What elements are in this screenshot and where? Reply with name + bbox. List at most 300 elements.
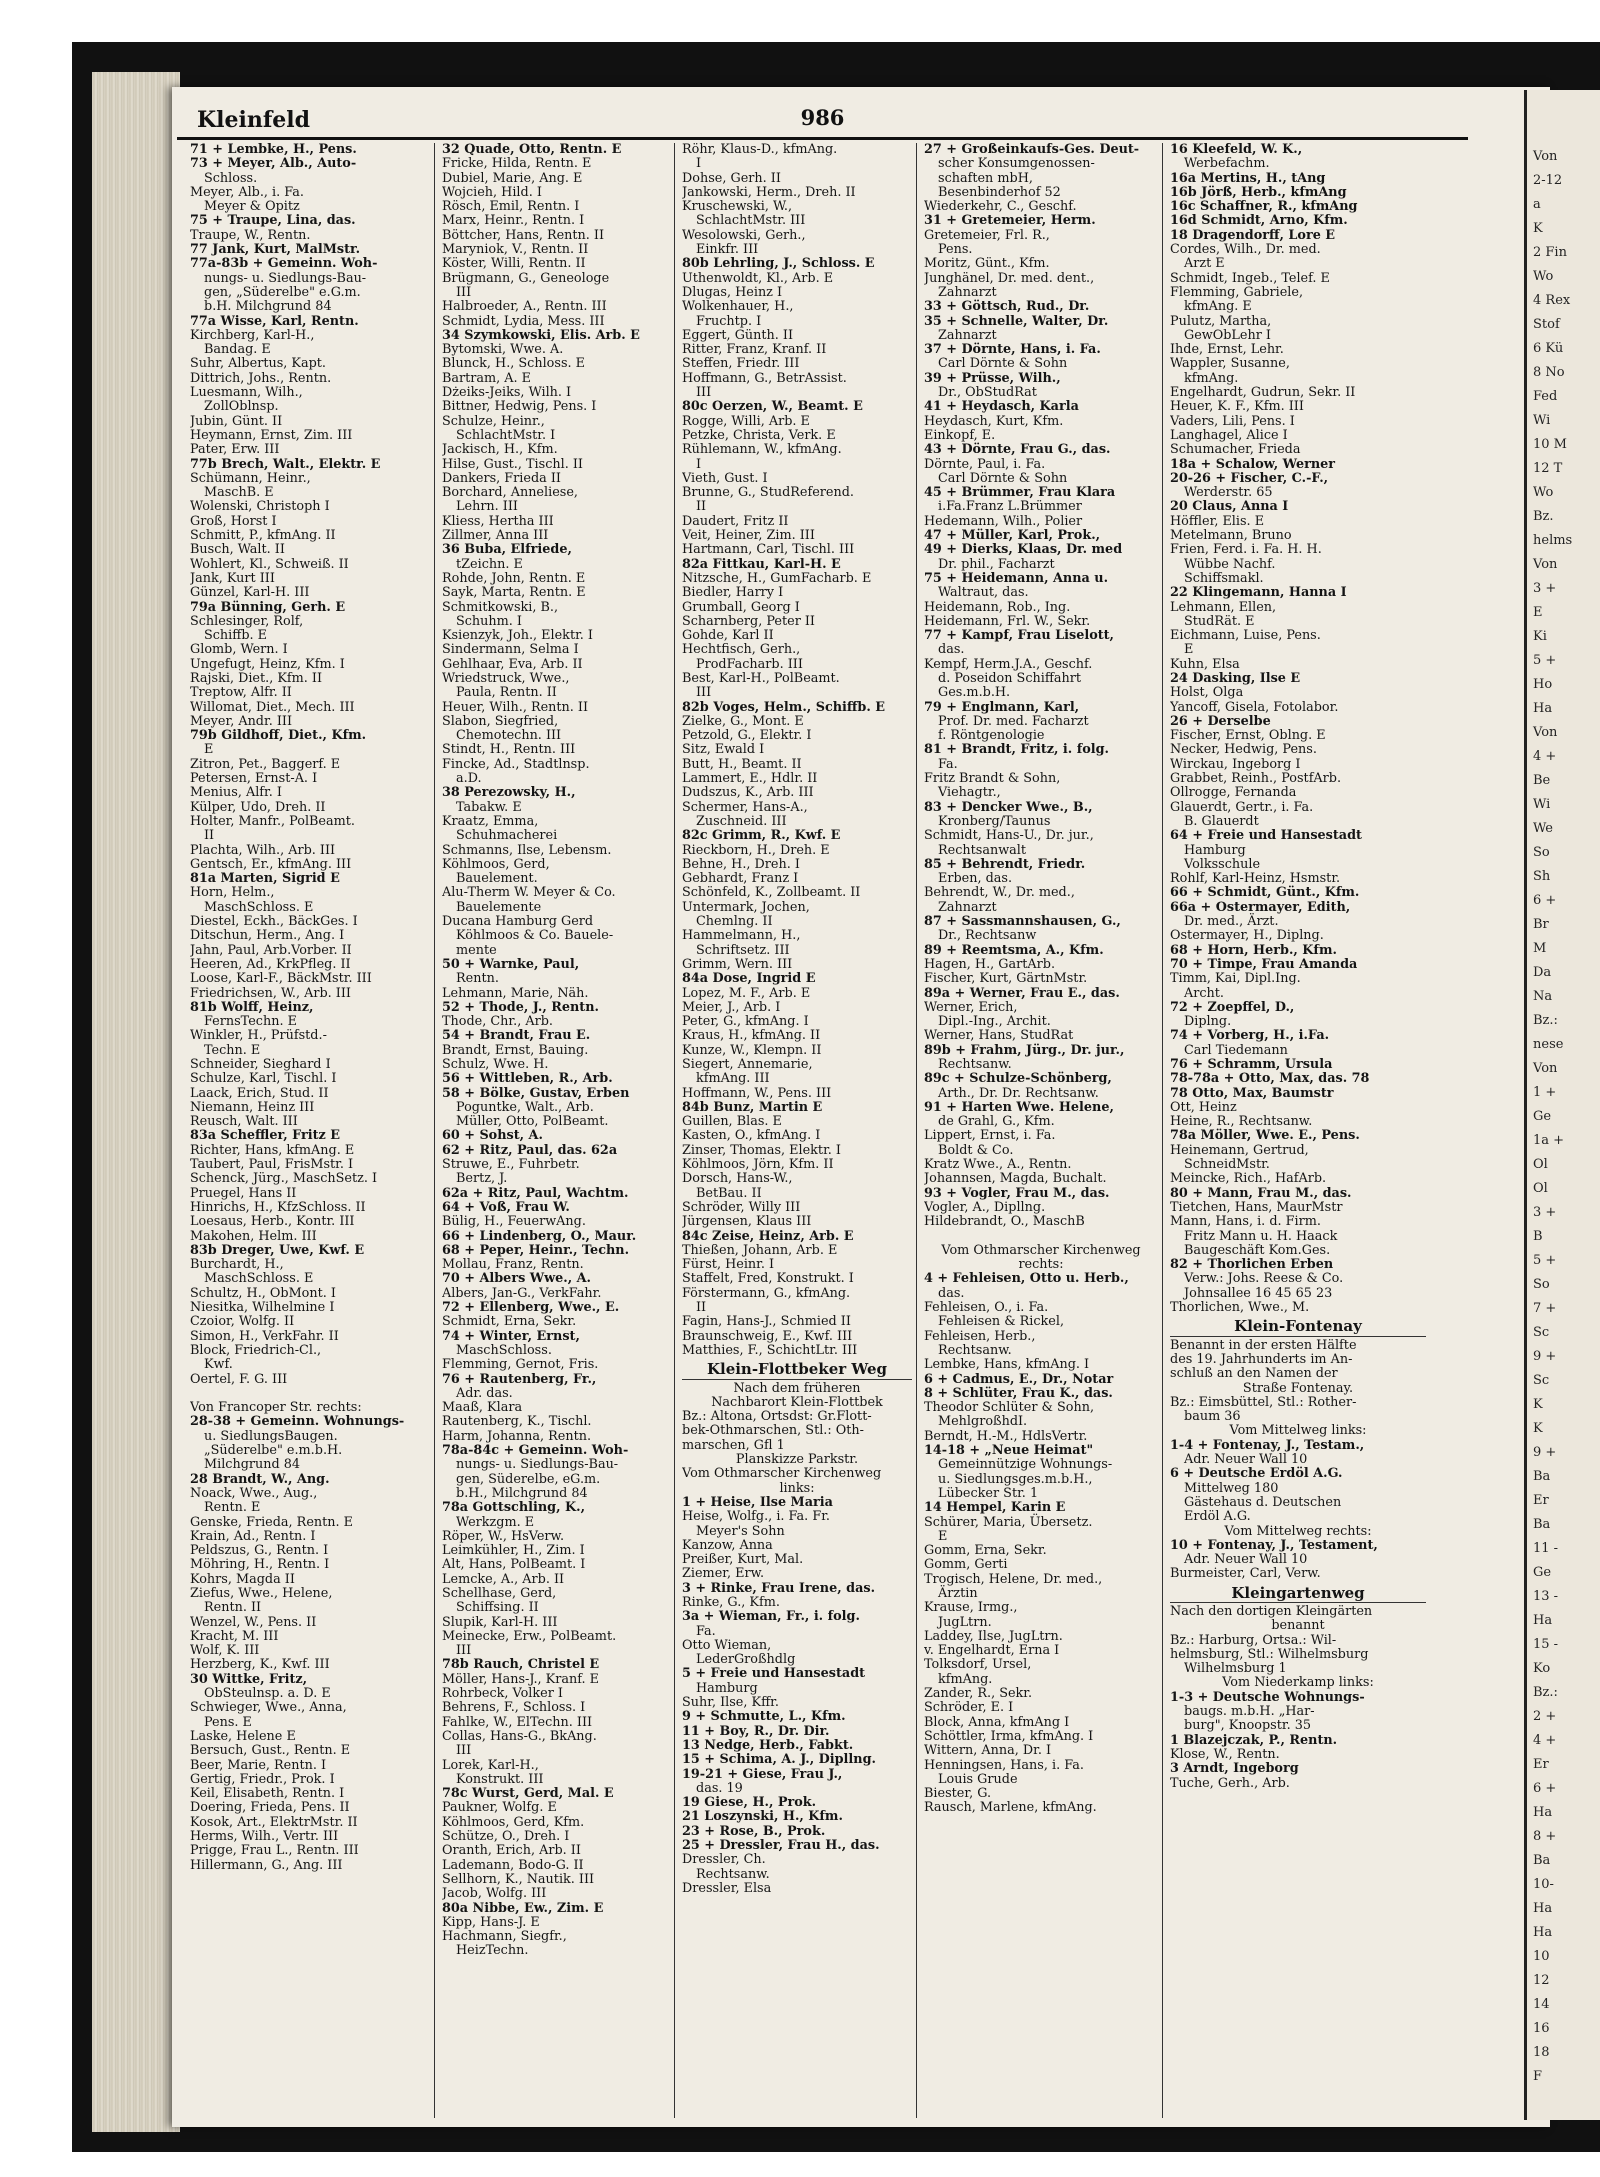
directory-entry: Hildebrandt, O., MaschB <box>924 1214 1085 1230</box>
directory-entry: Collas, Hans-G., BkAng. <box>442 1728 597 1744</box>
directory-entry: ObSteulnsp. a. D. E <box>204 1686 331 1702</box>
column-5 <box>1170 143 1426 2118</box>
adjacent-page-fragment: Ha <box>1533 1925 1553 1940</box>
directory-entry: Heise, Wolfg., i. Fa. Fr. <box>682 1509 830 1525</box>
directory-entry: Wittern, Anna, Dr. I <box>924 1743 1052 1759</box>
directory-entry: Diplng. <box>1184 1014 1232 1030</box>
directory-entry: 66 + Lindenberg, O., Maur. <box>442 1228 637 1244</box>
directory-entry: Cordes, Wilh., Dr. med. <box>1170 242 1321 258</box>
directory-entry: Müller, Otto, PolBeamt. <box>456 1114 609 1130</box>
directory-entry: Gehlhaar, Eva, Arb. II <box>442 656 583 672</box>
directory-entry: b.H. Milchgrund 84 <box>204 299 332 315</box>
directory-entry: Metelmann, Bruno <box>1170 528 1292 544</box>
directory-entry: Keil, Elisabeth, Rentn. I <box>190 1786 345 1802</box>
directory-entry: Oranth, Erich, Arb. II <box>442 1843 581 1859</box>
directory-entry: Gentsch, Er., kfmAng. III <box>190 856 352 872</box>
directory-entry: 37 + Dörnte, Hans, i. Fa. <box>924 342 1101 358</box>
directory-entry: 60 + Sohst, A. <box>442 1128 543 1144</box>
directory-entry: Schulz, Wwe. H. <box>442 1057 549 1072</box>
directory-entry: Kraatz, Emma, <box>442 813 539 829</box>
directory-entry: Fahlke, W., ElTechn. III <box>442 1714 593 1730</box>
directory-entry: Hinrichs, H., KfzSchloss. II <box>190 1199 366 1215</box>
directory-entry: 24 Dasking, Ilse E <box>1170 670 1301 686</box>
directory-entry: Kohrs, Magda II <box>190 1571 295 1587</box>
directory-entry: Lehmann, Marie, Näh. <box>442 985 589 1001</box>
directory-entry: Sayk, Marta, Rentn. E <box>442 585 586 601</box>
directory-entry: Schneider, Sieghard I <box>190 1057 331 1072</box>
directory-entry: 64 + Voß, Frau W. <box>442 1199 570 1215</box>
adjacent-page-fragment: Ge <box>1533 1109 1552 1124</box>
directory-entry: Ott, Heinz <box>1170 1099 1237 1115</box>
directory-entry: Vom Niederkamp links: <box>1222 1675 1374 1691</box>
adjacent-page-fragment: K <box>1533 1397 1543 1412</box>
directory-entry: Vaders, Lili, Pens. I <box>1170 413 1295 429</box>
adjacent-page-fragment: Von <box>1533 1061 1558 1076</box>
adjacent-page-fragment: Von <box>1533 725 1558 740</box>
directory-entry: Straße Fontenay. <box>1242 1380 1354 1396</box>
directory-entry: ProdFacharb. III <box>696 656 803 672</box>
directory-entry: Simon, H., VerkFahr. II <box>190 1328 339 1344</box>
directory-entry: 16d Schmidt, Arno, Kfm. <box>1170 213 1348 229</box>
directory-entry: Nitzsche, H., GumFacharb. E <box>682 570 872 586</box>
directory-entry: 54 + Brandt, Frau E. <box>442 1028 591 1044</box>
directory-entry: Carl Dörnte & Sohn <box>938 470 1068 486</box>
directory-entry: Fritz Mann u. H. Haack <box>1184 1228 1338 1244</box>
directory-entry: Schiffsing. II <box>456 1600 539 1616</box>
directory-entry: Kirchberg, Karl-H., <box>190 327 315 343</box>
directory-entry: Lehrn. III <box>456 499 518 515</box>
directory-entry: StudRät. E <box>1184 613 1255 629</box>
directory-entry: BetBau. II <box>696 1185 762 1201</box>
directory-entry: 79b Gildhoff, Diet., Kfm. <box>190 728 367 744</box>
directory-entry <box>190 1387 430 1401</box>
directory-entry: Burchardt, H., <box>190 1257 284 1273</box>
directory-entry: 71 + Lembke, H., Pens. <box>190 143 357 157</box>
directory-entry: Fagin, Hans-J., Schmied II <box>682 1314 851 1330</box>
directory-entry: Bersuch, Gust., Rentn. E <box>190 1743 351 1759</box>
directory-entry: Möhring, H., Rentn. I <box>190 1557 330 1573</box>
directory-entry: Gebhardt, Franz I <box>682 871 799 887</box>
directory-entry: „Süderelbe" e.m.b.H. <box>204 1443 343 1459</box>
directory-entry: Treptow, Alfr. II <box>190 685 292 701</box>
directory-entry: Ostermayer, H., Diplng. <box>1170 928 1324 944</box>
directory-entry: Jahn, Paul, Arb.Vorber. II <box>190 942 352 958</box>
adjacent-page-fragment: 1 + <box>1533 1085 1557 1100</box>
directory-entry: Dr., ObStudRat <box>938 385 1037 401</box>
directory-entry: Zillmer, Anna III <box>442 528 549 544</box>
directory-entry: II <box>696 499 707 515</box>
directory-entry: Zinser, Thomas, Elektr. I <box>682 1142 841 1158</box>
directory-entry: Jürgensen, Klaus III <box>682 1214 812 1230</box>
directory-entry: Röhr, Klaus-D., kfmAng. <box>682 143 838 157</box>
directory-entry: d. Poseidon Schiffahrt <box>938 670 1082 686</box>
directory-entry: gen, „Süderelbe" e.G.m. <box>204 284 361 300</box>
adjacent-page-fragment: Von <box>1533 149 1558 164</box>
directory-entry: Fehleisen, O., i. Fa. <box>924 1300 1049 1316</box>
directory-entry: 83a Scheffler, Fritz E <box>190 1128 341 1144</box>
directory-entry: I <box>696 156 702 172</box>
directory-entry: 36 Buba, Elfriede, <box>442 542 572 558</box>
directory-entry: Bauelement. <box>456 871 538 887</box>
directory-entry: Biester, G. <box>924 1786 992 1802</box>
directory-entry: 75 + Heidemann, Anna u. <box>924 570 1109 586</box>
adjacent-page-fragment: Ol <box>1533 1157 1548 1172</box>
directory-entry: Meier, J., Arb. I <box>682 999 781 1015</box>
directory-entry: 35 + Schnelle, Walter, Dr. <box>924 313 1109 329</box>
directory-entry: 76 + Rautenberg, Fr., <box>442 1371 597 1387</box>
page-edge-stack <box>92 72 180 2132</box>
directory-entry: Grabbet, Reinh., PostfArb. <box>1170 771 1342 787</box>
directory-entry: baum 36 <box>1184 1409 1241 1425</box>
directory-entry: Ritter, Franz, Kranf. II <box>682 342 827 358</box>
directory-entry: Von Francoper Str. rechts: <box>190 1400 362 1416</box>
directory-entry: LederGroßhdlg <box>696 1652 796 1668</box>
column-1 <box>190 143 430 2118</box>
directory-entry: 16a Mertins, H., tAng <box>1170 170 1326 186</box>
directory-entry: 39 + Prüsse, Wilh., <box>924 370 1061 386</box>
directory-entry: 10 + Fontenay, J., Testament, <box>1170 1537 1378 1553</box>
directory-entry: I <box>696 456 702 472</box>
directory-entry: Lopez, M. F., Arb. E <box>682 985 811 1001</box>
directory-entry: 28 Brandt, W., Ang. <box>190 1471 330 1487</box>
directory-entry: 74 + Vorberg, H., i.Fa. <box>1170 1028 1330 1044</box>
directory-entry: Langhagel, Alice I <box>1170 427 1288 443</box>
directory-entry: Besenbinderhof 52 <box>938 184 1061 200</box>
directory-entry: Wriedstruck, Wwe., <box>442 670 570 686</box>
directory-entry: 70 + Albers Wwe., A. <box>442 1271 592 1287</box>
directory-entry: Meyer, Andr. III <box>190 713 293 729</box>
directory-entry: Holter, Manfr., PolBeamt. <box>190 813 355 829</box>
directory-entry: Bülig, H., FeuerwAng. <box>442 1214 586 1230</box>
adjacent-page-fragment: 6 + <box>1533 893 1557 908</box>
directory-entry: Rohrbeck, Volker I <box>442 1686 563 1702</box>
directory-entry: Brandt, Ernst, Bauing. <box>442 1042 589 1058</box>
adjacent-page-fragment: 6 Kü <box>1533 341 1564 356</box>
directory-entry: Ollrogge, Fernanda <box>1170 785 1297 801</box>
directory-entry: Dohse, Gerh. II <box>682 170 781 186</box>
directory-entry: 64 + Freie und Hansestadt <box>1170 828 1362 844</box>
adjacent-page-fragment: 8 + <box>1533 1829 1557 1844</box>
adjacent-page-fragment: Ha <box>1533 1613 1553 1628</box>
directory-entry: 80c Oerzen, W., Beamt. E <box>682 399 863 415</box>
directory-entry: Flemming, Gabriele, <box>1170 284 1304 300</box>
adjacent-page-fragment: Bz. <box>1533 509 1554 524</box>
directory-entry: Höffler, Elis. E <box>1170 513 1265 529</box>
directory-entry: Köster, Willi, Rentn. II <box>442 256 586 272</box>
directory-entry: Harm, Johanna, Rentn. <box>442 1428 592 1444</box>
directory-entry: Rösch, Emil, Rentn. I <box>442 199 580 215</box>
directory-entry: Schmidt, Hans-U., Dr. jur., <box>924 828 1094 844</box>
directory-entry: Wappler, Susanne, <box>1170 356 1290 372</box>
directory-entry: Tolksdorf, Ursel, <box>924 1657 1032 1673</box>
directory-entry: Tuche, Gerh., Arb. <box>1170 1775 1290 1791</box>
directory-entry: Best, Karl-H., PolBeamt. <box>682 670 840 686</box>
adjacent-page-fragment: 3 + <box>1533 581 1557 596</box>
directory-entry: 77a-83b + Gemeinn. Woh- <box>190 256 378 272</box>
directory-entry: 58 + Bölke, Gustav, Erben <box>442 1085 630 1101</box>
directory-entry: Nachbarort Klein-Flottbek <box>711 1394 883 1410</box>
directory-entry: Böttcher, Hans, Rentn. II <box>442 227 605 243</box>
directory-entry: Genske, Frieda, Rentn. E <box>190 1514 353 1530</box>
directory-entry: 84b Bunz, Martin E <box>682 1099 823 1115</box>
adjacent-page-fragment: Be <box>1533 773 1551 788</box>
adjacent-page-fragment: Ko <box>1533 1661 1551 1676</box>
directory-entry: Friedrichsen, W., Arb. III <box>190 985 351 1001</box>
directory-entry: Gomm, Erna, Sekr. <box>924 1543 1047 1559</box>
scan-background <box>72 42 1600 2152</box>
directory-entry: Vom Mittelweg rechts: <box>1224 1523 1372 1539</box>
directory-entry: 78 Otto, Max, Baumstr <box>1170 1085 1334 1101</box>
directory-entry: Klose, W., Rentn. <box>1170 1746 1280 1762</box>
directory-entry: Köhlmoos, Gerd, <box>442 856 550 872</box>
directory-entry: Vieth, Gust. I <box>682 470 768 486</box>
directory-entry: Lorek, Karl-H., <box>442 1757 539 1773</box>
directory-entry: Lübecker Str. 1 <box>938 1485 1039 1501</box>
directory-entry: Dressler, Elsa <box>682 1880 772 1896</box>
directory-entry: Viehagtr., <box>938 785 1001 801</box>
street-heading: Kleingartenweg <box>1170 1586 1426 1603</box>
directory-entry: Dankers, Frieda II <box>442 470 561 486</box>
directory-entry: Schlesinger, Rolf, <box>190 613 304 629</box>
directory-entry: Röper, W., HsVerw. <box>442 1528 565 1544</box>
directory-entry: Fehleisen, Herb., <box>924 1328 1036 1344</box>
directory-entry: 89b + Frahm, Jürg., Dr. jur., <box>924 1042 1125 1058</box>
directory-entry: Meinecke, Erw., PolBeamt. <box>442 1628 617 1644</box>
directory-entry: baugs. m.b.H. „Har- <box>1184 1704 1315 1720</box>
directory-entry: Veit, Heiner, Zim. III <box>682 528 815 544</box>
directory-entry: i.Fa.Franz L.Brümmer <box>938 499 1082 515</box>
directory-entry: Zahnarzt <box>938 327 997 343</box>
directory-entry: 1 Blazejczak, P., Rentn. <box>1170 1732 1338 1748</box>
directory-entry: 34 Szymkowski, Elis. Arb. E <box>442 327 640 343</box>
directory-entry: Schenck, Jürg., MaschSetz. I <box>190 1171 378 1187</box>
directory-entry: Hechtfisch, Gerh., <box>682 642 801 658</box>
street-heading: Klein-Fontenay <box>1170 1319 1426 1336</box>
directory-entry: Schütze, O., Dreh. I <box>442 1829 570 1845</box>
adjacent-page-fragment: 5 + <box>1533 1253 1557 1268</box>
directory-entry: 43 + Dörnte, Frau G., das. <box>924 442 1111 458</box>
directory-entry: Förstermann, G., kfmAng. <box>682 1285 851 1301</box>
directory-entry: Schmidt, Lydia, Mess. III <box>442 313 605 329</box>
directory-entry: 62a + Ritz, Paul, Wachtm. <box>442 1185 629 1201</box>
directory-entry: SchlachtMstr. III <box>696 213 806 229</box>
directory-entry: Laske, Helene E <box>190 1728 296 1744</box>
directory-entry: III <box>456 1743 472 1759</box>
directory-entry: Dudszus, K., Arb. III <box>682 785 814 801</box>
directory-entry: Fincke, Ad., Stadtlnsp. <box>442 756 590 772</box>
directory-entry: Werbefachm. <box>1184 156 1270 172</box>
directory-entry: 81a Marten, Sigrid E <box>190 871 340 887</box>
directory-entry: Kruschewski, W., <box>682 199 793 215</box>
directory-entry: 3 Arndt, Ingeborg <box>1170 1761 1299 1777</box>
adjacent-page-fragment: M <box>1533 941 1547 956</box>
directory-entry: 80b Lehrling, J., Schloss. E <box>682 256 875 272</box>
directory-entry: Preißer, Kurt, Mal. <box>682 1552 804 1568</box>
directory-entry: Schmidt, Ingeb., Telef. E <box>1170 270 1330 286</box>
directory-entry: 22 Klingemann, Hanna I <box>1170 585 1347 601</box>
directory-entry: Milchgrund 84 <box>204 1457 301 1473</box>
directory-entry: Gohde, Karl II <box>682 628 774 644</box>
directory-entry: 89c + Schulze-Schönberg, <box>924 1071 1112 1087</box>
directory-entry: Adr. Neuer Wall 10 <box>1184 1452 1308 1468</box>
directory-entry: Taubert, Paul, FrisMstr. I <box>190 1157 354 1173</box>
directory-entry: Meyer's Sohn <box>696 1523 785 1539</box>
directory-entry: Jubin, Günt. II <box>190 413 283 429</box>
directory-entry: 84c Zeise, Heinz, Arb. E <box>682 1228 854 1244</box>
directory-entry: schluß an den Namen der <box>1170 1366 1338 1382</box>
directory-entry: Möller, Hans-J., Kranf. E <box>442 1671 599 1687</box>
directory-entry: Heuer, K. F., Kfm. III <box>1170 399 1304 415</box>
directory-entry: Reusch, Walt. III <box>190 1114 298 1130</box>
adjacent-page-fragment: 18 <box>1533 2045 1550 2060</box>
directory-entry: 80a Nibbe, Ew., Zim. E <box>442 1900 604 1916</box>
directory-entry: Köhlmoos & Co. Bauele- <box>456 928 614 944</box>
directory-entry: 83 + Dencker Wwe., B., <box>924 799 1093 815</box>
directory-entry: Sellhorn, K., Nautik. III <box>442 1871 595 1887</box>
directory-entry: B. Glauerdt <box>1184 813 1259 829</box>
directory-entry: 18a + Schalow, Werner <box>1170 456 1336 472</box>
directory-entry: Jacob, Wolfg. III <box>442 1886 547 1902</box>
directory-entry: Lademann, Bodo-G. II <box>442 1857 584 1873</box>
directory-entry: 28-38 + Gemeinn. Wohnungs- <box>190 1414 405 1430</box>
directory-entry: Schümann, Heinr., <box>190 470 311 486</box>
directory-entry: Adr. Neuer Wall 10 <box>1184 1552 1308 1568</box>
directory-entry: Peter, G., kfmAng. I <box>682 1014 809 1030</box>
directory-entry: III <box>456 284 472 300</box>
adjacent-page-fragment: Bz.: <box>1533 1013 1558 1028</box>
directory-entry: Trogisch, Helene, Dr. med., <box>924 1571 1103 1587</box>
directory-entry: Richter, Hans, kfmAng. E <box>190 1142 355 1158</box>
directory-entry: Fischer, Kurt, GärtnMstr. <box>924 971 1088 987</box>
directory-entry: Konstrukt. III <box>456 1771 544 1787</box>
directory-entry: 77b Brech, Walt., Elektr. E <box>190 456 381 472</box>
directory-entry: III <box>696 685 712 701</box>
directory-entry: Lehmann, Ellen, <box>1170 599 1277 615</box>
directory-entry: Tietchen, Hans, MaurMstr <box>1170 1199 1343 1215</box>
directory-entry: nungs- u. Siedlungs-Bau- <box>204 270 367 286</box>
directory-entry: Rohde, John, Rentn. E <box>442 570 586 586</box>
directory-entry: Schermer, Hans-A., <box>682 799 808 815</box>
directory-entry: Wenzel, W., Pens. II <box>190 1614 317 1630</box>
directory-entry: 76 + Schramm, Ursula <box>1170 1057 1333 1072</box>
directory-entry: 80 + Mann, Frau M., das. <box>1170 1185 1352 1201</box>
directory-entry: III <box>696 385 712 401</box>
directory-entry: HeizTechn. <box>456 1943 529 1959</box>
directory-entry: das. <box>938 1285 965 1301</box>
directory-entry: Wolf, K. III <box>190 1643 260 1659</box>
directory-entry: Meyer, Alb., i. Fa. <box>190 184 304 200</box>
directory-entry: Wesolowski, Gerh., <box>682 227 806 243</box>
adjacent-page-fragment: 9 + <box>1533 1349 1557 1364</box>
adjacent-page-fragment: 15 - <box>1533 1637 1559 1652</box>
directory-entry: Pater, Erw. III <box>190 442 280 458</box>
directory-entry: 68 + Horn, Herb., Kfm. <box>1170 942 1337 958</box>
directory-entry: 78a Gottschling, K., <box>442 1500 586 1516</box>
directory-entry: Behrens, F., Schloss. I <box>442 1700 586 1716</box>
directory-entry: marschen, Gfl 1 <box>682 1437 785 1453</box>
directory-entry: Prof. Dr. med. Facharzt <box>938 713 1089 729</box>
directory-entry <box>924 1230 1158 1244</box>
directory-entry: Paula, Rentn. II <box>456 685 557 701</box>
directory-entry: Leimkühler, H., Zim. I <box>442 1543 585 1559</box>
directory-entry: rechts: <box>1018 1257 1064 1273</box>
adjacent-page-fragment: Wi <box>1533 413 1551 428</box>
adjacent-page-fragment: Wo <box>1533 269 1554 284</box>
adjacent-page-fragment: Stof <box>1533 317 1560 332</box>
street-heading: Klein-Flottbeker Weg <box>682 1362 912 1379</box>
directory-entry: Rechtsanw. <box>938 1057 1012 1072</box>
directory-entry: Kempf, Herm.J.A., Geschf. <box>924 656 1093 672</box>
directory-entry: Suhr, Albertus, Kapt. <box>190 356 326 372</box>
directory-entry: Ges.m.b.H. <box>938 685 1011 701</box>
directory-entry: 79a Bünning, Gerh. E <box>190 599 346 615</box>
directory-entry: Dubiel, Marie, Ang. E <box>442 170 583 186</box>
directory-entry: MaschSchloss. <box>456 1342 552 1358</box>
adjacent-page-fragment: 2 + <box>1533 1709 1557 1724</box>
directory-entry: Laddey, Ilse, JugLtrn. <box>924 1628 1063 1644</box>
directory-entry: Wojcieh, Hild. I <box>442 184 542 200</box>
directory-entry: Blunck, H., Schloss. E <box>442 356 585 372</box>
directory-entry: 77a Wisse, Karl, Rentn. <box>190 313 359 329</box>
directory-entry: Jackisch, H., Kfm. <box>442 442 558 458</box>
adjacent-page-fragment: Ha <box>1533 701 1553 716</box>
directory-entry: Schröder, Willy III <box>682 1199 801 1215</box>
directory-entry: Rohlf, Karl-Heinz, Hsmstr. <box>1170 871 1341 887</box>
directory-entry: Hachmann, Siegfr., <box>442 1929 567 1945</box>
directory-entry: Oertel, F. G. III <box>190 1371 288 1387</box>
directory-entry: Schulze, Karl, Tischl. I <box>190 1071 337 1087</box>
directory-entry: burg", Knoopstr. 35 <box>1184 1718 1312 1734</box>
directory-entry: Bz.: Eimsbüttel, Stl.: Rother- <box>1170 1394 1357 1410</box>
directory-entry: 27 + Großeinkaufs-Ges. Deut- <box>924 143 1140 157</box>
directory-entry: 91 + Harten Wwe. Helene, <box>924 1099 1114 1115</box>
directory-entry: Poguntke, Walt., Arb. <box>456 1099 594 1115</box>
directory-entry: Boldt & Co. <box>938 1142 1014 1158</box>
adjacent-page-fragment: 14 <box>1533 1997 1550 2012</box>
directory-entry: 78a Möller, Wwe. E., Pens. <box>1170 1128 1360 1144</box>
directory-entry: Schönfeld, K., Zollbeamt. II <box>682 885 861 901</box>
directory-entry: Hammelmann, H., <box>682 928 801 944</box>
directory-entry: Kosok, Art., ElektrMstr. II <box>190 1814 358 1830</box>
directory-entry: Meyer & Opitz <box>204 199 300 215</box>
directory-entry: Alt, Hans, PolBeamt. I <box>442 1557 586 1573</box>
directory-entry: 50 + Warnke, Paul, <box>442 956 580 972</box>
directory-entry: 20-26 + Fischer, C.-F., <box>1170 470 1329 486</box>
directory-entry: 21 Loszynski, H., Kfm. <box>682 1809 843 1825</box>
directory-entry: MaschB. E <box>204 485 274 501</box>
directory-entry: Lembke, Hans, kfmAng. I <box>924 1357 1090 1373</box>
directory-entry: Fischer, Ernst, Oblng. E <box>1170 728 1326 744</box>
directory-entry: Tabakw. E <box>456 799 522 815</box>
directory-entry: Loesaus, Herb., Kontr. III <box>190 1214 355 1230</box>
directory-entry: 83b Dreger, Uwe, Kwf. E <box>190 1242 365 1258</box>
directory-entry: 75 + Traupe, Lina, das. <box>190 213 356 229</box>
directory-entry: Gomm, Gerti <box>924 1557 1008 1573</box>
directory-entry: 52 + Thode, J., Rentn. <box>442 999 599 1015</box>
directory-entry: Staffelt, Fred, Konstrukt. I <box>682 1271 854 1287</box>
directory-entry: II <box>204 828 215 844</box>
directory-entry: Sitz, Ewald I <box>682 742 765 758</box>
adjacent-page-fragment: Er <box>1533 1493 1549 1508</box>
directory-entry: Untermark, Jochen, <box>682 899 810 915</box>
directory-entry: Dörnte, Paul, i. Fa. <box>924 456 1046 472</box>
directory-entry: Johannsen, Magda, Buchalt. <box>924 1171 1107 1187</box>
directory-entry: Uthenwoldt, Kl., Arb. E <box>682 270 834 286</box>
directory-entry: Rogge, Willi, Arb. E <box>682 413 810 429</box>
directory-entry: 85 + Behrendt, Friedr. <box>924 856 1086 872</box>
directory-entry: Vogler, A., Dipllng. <box>924 1199 1046 1215</box>
adjacent-page-fragment: nese <box>1533 1037 1564 1052</box>
